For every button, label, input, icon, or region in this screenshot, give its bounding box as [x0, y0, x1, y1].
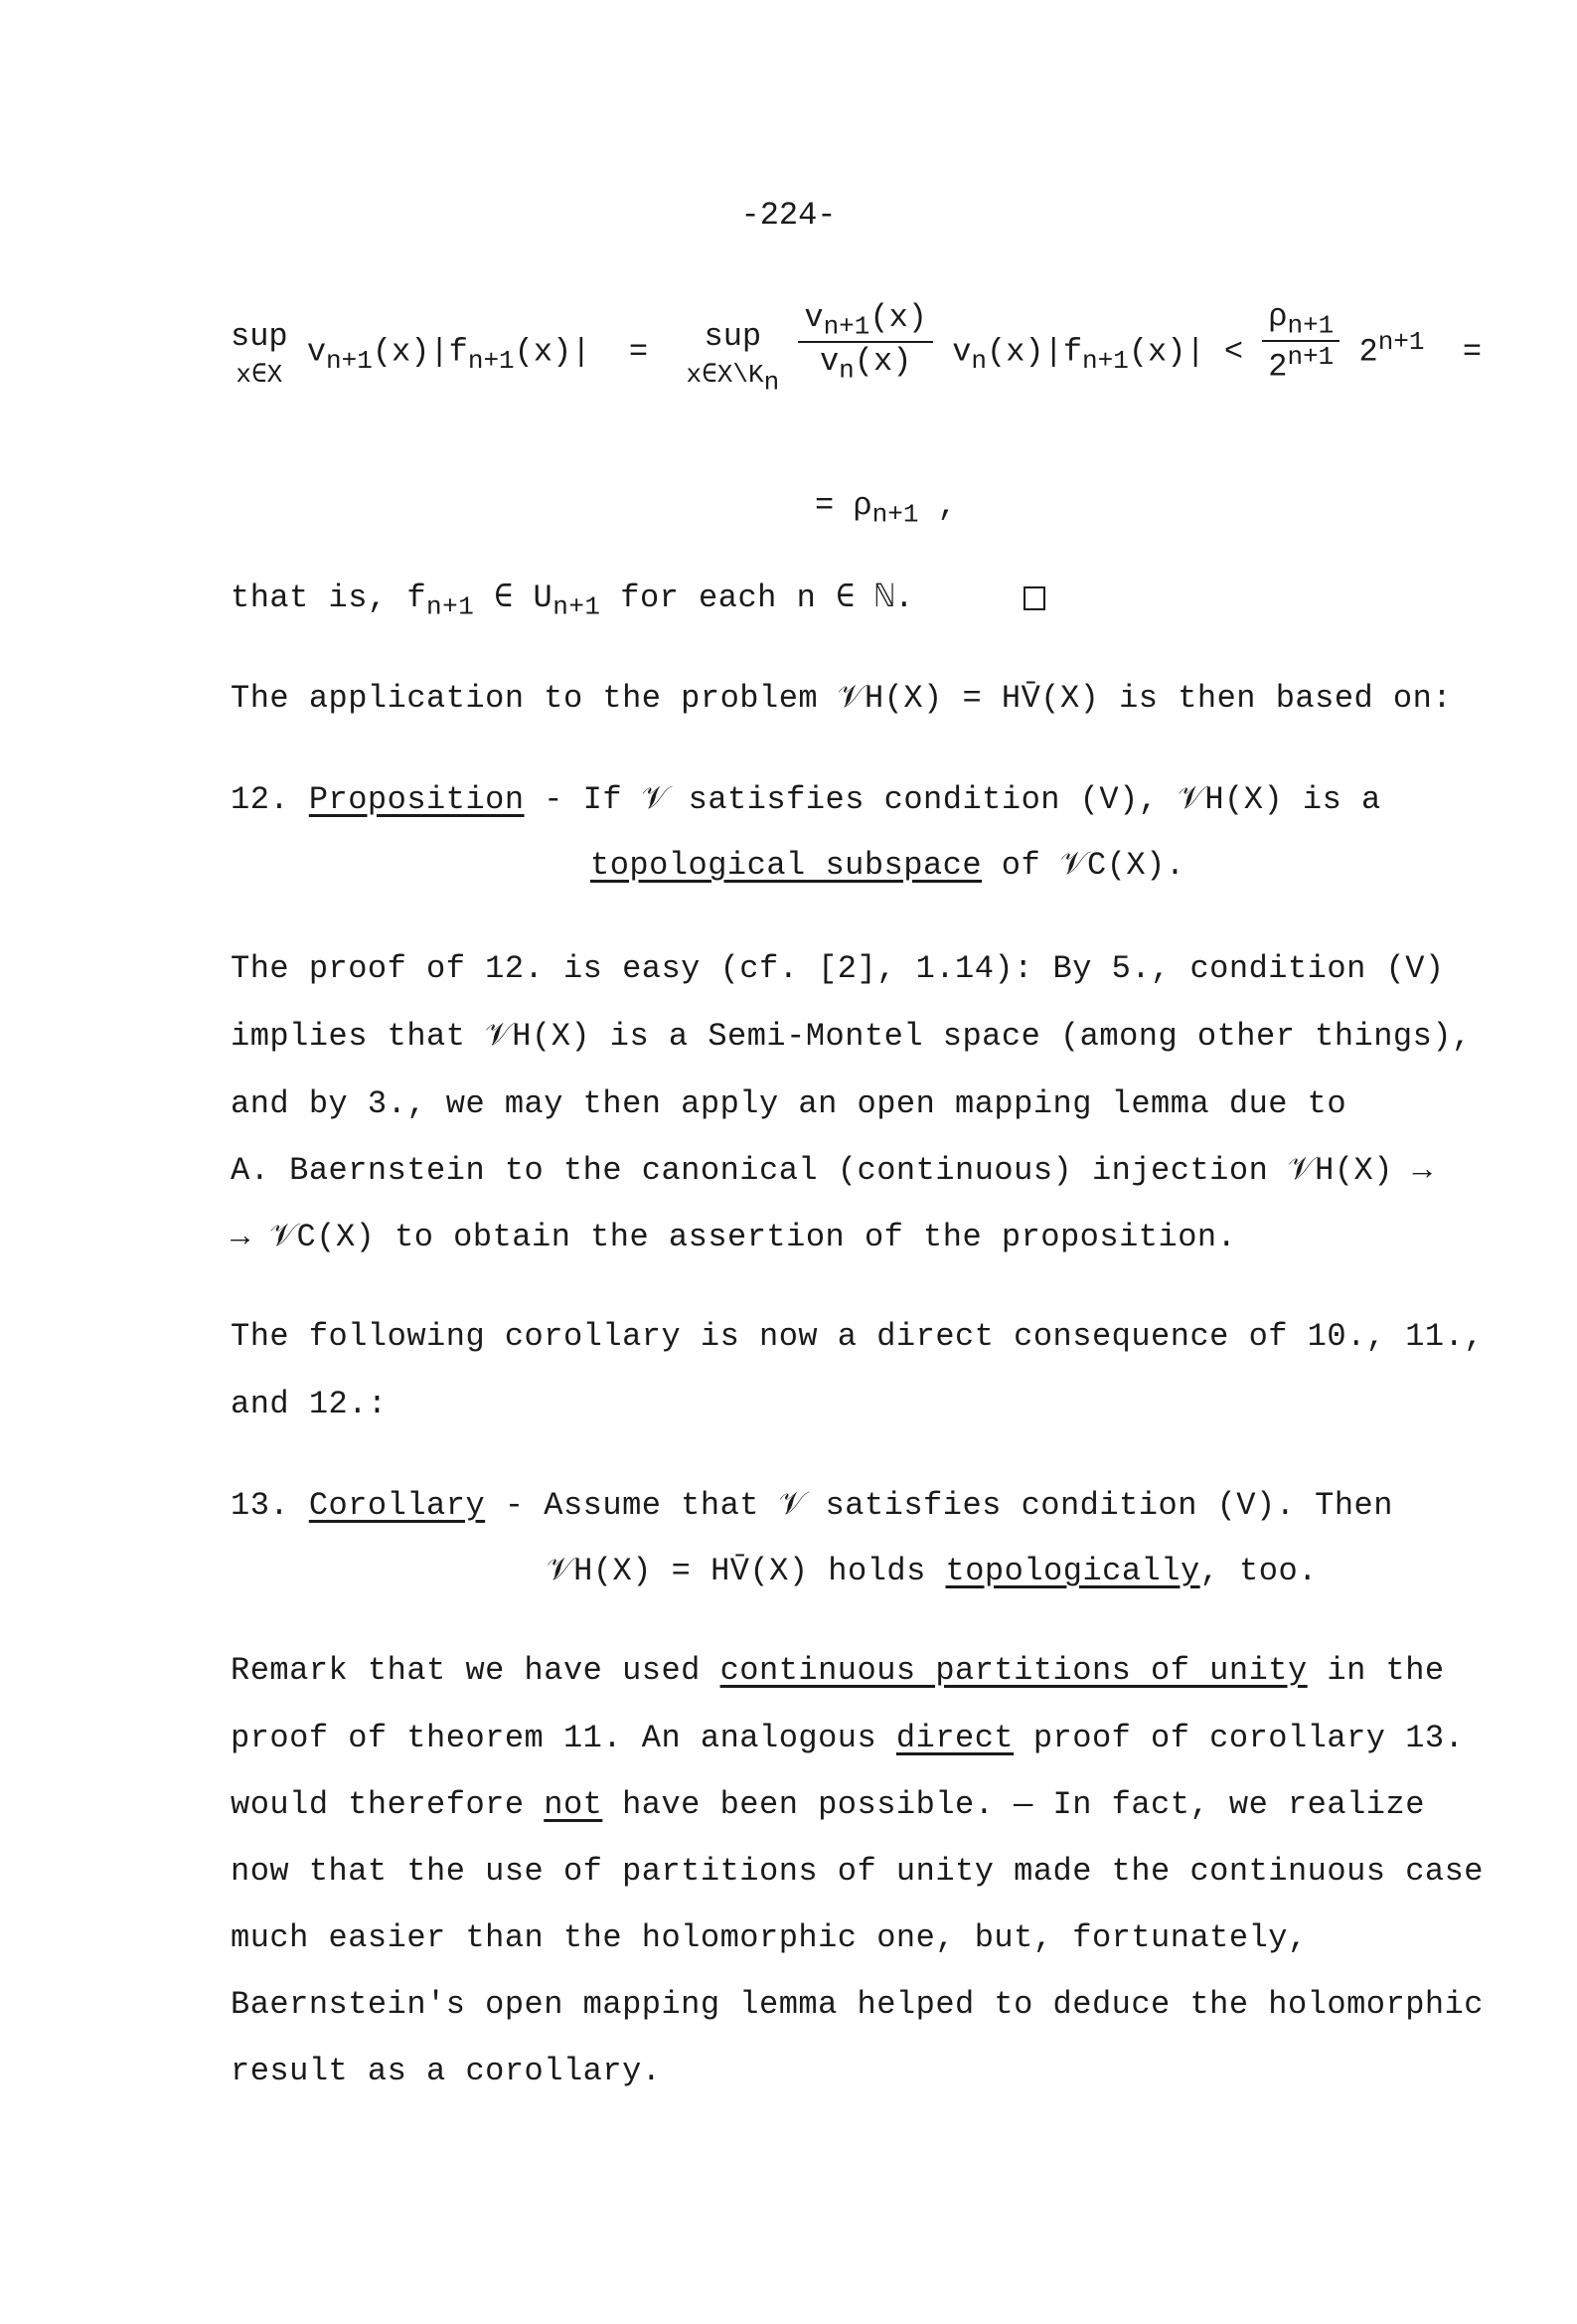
that-is-line: that is, $f_{n+1}$ ∈ $U_{n+1}$ for each n ∈ ℕ.: [231, 577, 1045, 621]
remark-line-3: would therefore not have been possible. — In fact, we realize: [231, 1786, 1425, 1823]
remark-line-1: Remark that we have used continuous partitions of unity in the: [231, 1652, 1445, 1689]
rho-fraction: $\frac{\rho_{n+1}}{2^{n+1}}$: [1262, 298, 1340, 386]
page-number: -224-: [740, 197, 837, 234]
corollary-label: Corollary: [308, 1487, 486, 1524]
remark-line-6: Baernstein's open mapping lemma helped to deduce the holomorphic: [231, 1986, 1484, 2023]
remark-line-2: proof of theorem 11. An analogous direct proof of corollary 13.: [231, 1720, 1465, 1756]
corollary-line-2: 𝒱H(X) = HV̄(X) holds topologically, too.: [547, 1553, 1318, 1589]
remark-line-7: result as a corollary.: [231, 2053, 662, 2089]
corollary-line: 13. Corollary - Assume that 𝒱 satisfies condition (V). Then: [231, 1487, 1393, 1524]
sup-operator: sup: [231, 318, 288, 355]
proof-line-5: → 𝒱C(X) to obtain the assertion of the proposition.: [231, 1219, 1237, 1255]
proof-line-4: A. Baernstein to the canonical (continuous) injection 𝒱H(X) →: [231, 1152, 1433, 1189]
formula-line-1: sup x∈X $v_{n+1}(x)|f_{n+1}(x)|$ = sup $x\in X\backslash K_n$ $\frac{v_{n+1}(x)}{v_n(x)}$ $v_n(x)|f_{n+1}(x)|$ < $\frac{\rho_{n+1}}{2^{n+1}}$ $2^{n+1}$ =: [231, 298, 1483, 398]
v-symbol: v: [306, 333, 327, 371]
formula-line-2: = $\rho_{n+1}$ ,: [815, 487, 957, 530]
following-line-1: The following corollary is now a direct consequence of 10., 11.,: [231, 1318, 1484, 1355]
proof-line-1: The proof of 12. is easy (cf. [2], 1.14): By 5., condition (V): [231, 950, 1445, 987]
proposition-line-2: topological subspace of 𝒱C(X).: [590, 847, 1185, 884]
proposition-label: Proposition: [308, 781, 525, 818]
following-line-2: and 12.:: [231, 1386, 388, 1422]
application-line: The application to the problem 𝒱H(X) = HV̄(X) is then based on:: [231, 680, 1453, 717]
qed-box-icon: [1024, 586, 1045, 610]
proof-line-2: implies that 𝒱H(X) is a Semi-Montel space (among other things),: [231, 1018, 1472, 1055]
remark-line-5: much easier than the holomorphic one, but, fortunately,: [231, 1919, 1308, 1956]
proof-line-3: and by 3., we may then apply an open mapping lemma due to: [231, 1085, 1347, 1122]
remark-line-4: now that the use of partitions of unity made the continuous case: [231, 1853, 1484, 1890]
proposition-line: 12. Proposition - If 𝒱 satisfies condition (V), 𝒱H(X) is a: [231, 781, 1381, 818]
equals-sign: =: [628, 333, 649, 371]
ratio-fraction: $\frac{v_{n+1}(x)}{v_n(x)}$: [798, 299, 933, 386]
sup-subscript: x∈X: [236, 360, 283, 390]
